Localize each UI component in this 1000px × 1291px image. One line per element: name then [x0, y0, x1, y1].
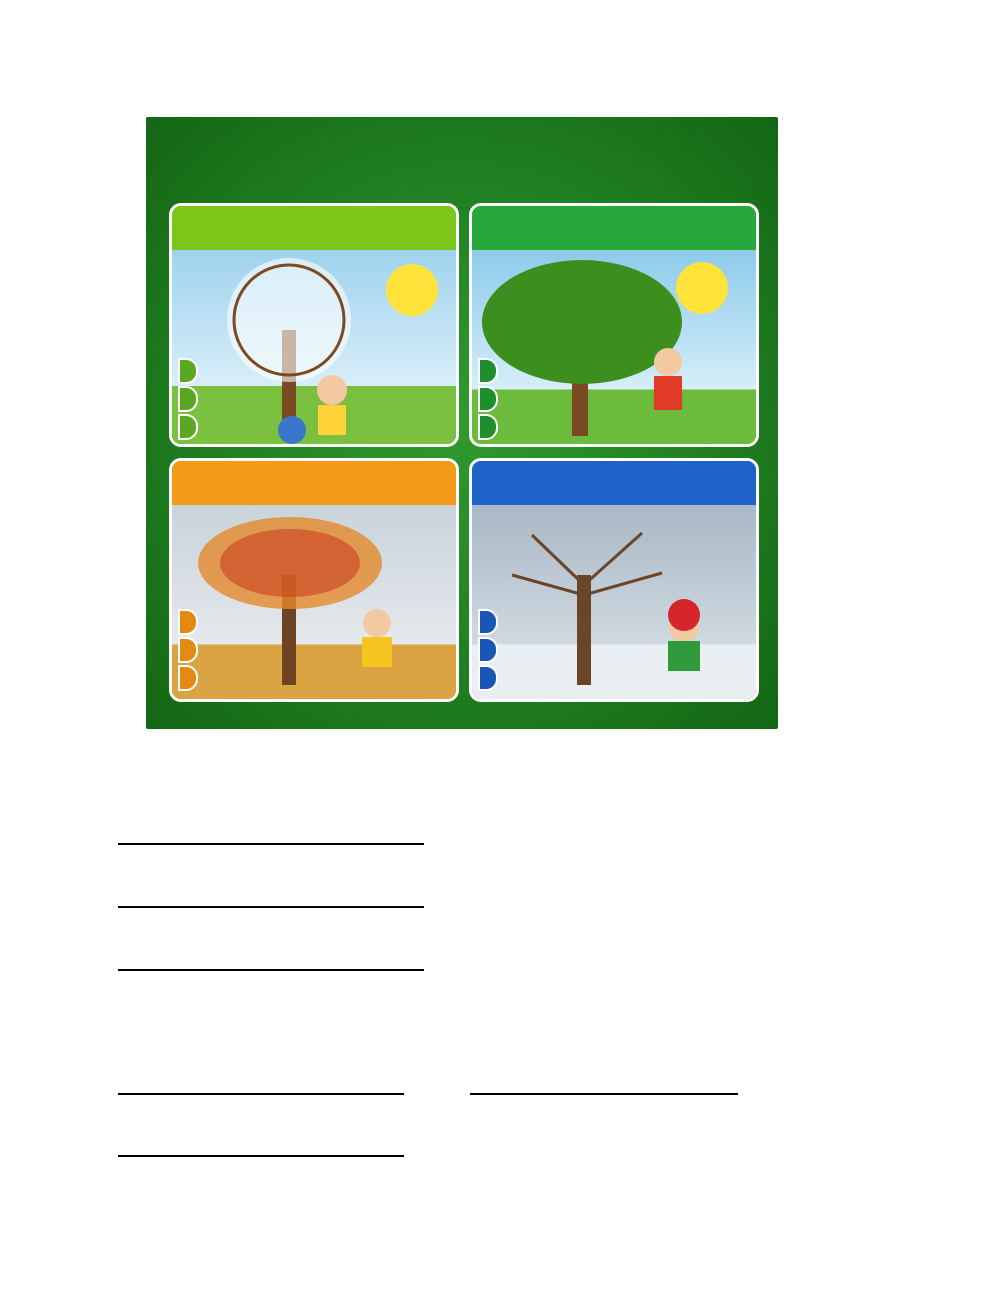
logo-cell-1	[697, 1229, 709, 1238]
autumn-scene	[172, 505, 456, 699]
logo-cell-6	[710, 1250, 722, 1259]
liveworksheets-logo-icon	[697, 1229, 721, 1259]
answer-line-q1-2[interactable]	[118, 906, 424, 908]
seasons-poster	[146, 117, 778, 729]
answer-line-q2-2[interactable]	[470, 1093, 738, 1095]
answer-line-q2-1[interactable]	[118, 1093, 404, 1095]
spring-scene	[172, 250, 456, 444]
panel-winter-title	[472, 461, 756, 505]
logo-cell-4	[710, 1239, 722, 1248]
spring-tree-illustration	[172, 250, 456, 444]
panel-autumn	[169, 458, 459, 702]
answer-line-q1-3[interactable]	[118, 969, 424, 971]
winter-scene	[472, 505, 756, 699]
winter-tree-illustration	[472, 505, 756, 699]
panel-summer	[469, 203, 759, 447]
liveworksheets-brand	[697, 1226, 725, 1262]
answer-line-q1-1[interactable]	[118, 843, 424, 845]
panel-spring-title	[172, 206, 456, 250]
logo-cell-3	[697, 1239, 709, 1248]
autumn-tree-illustration	[172, 505, 456, 699]
answer-line-q2-3[interactable]	[118, 1155, 404, 1157]
logo-cell-2	[710, 1229, 722, 1238]
panel-winter	[469, 458, 759, 702]
summer-scene	[472, 250, 756, 444]
panel-summer-title	[472, 206, 756, 250]
panel-autumn-title	[172, 461, 456, 505]
summer-tree-illustration	[472, 250, 756, 444]
logo-cell-5	[697, 1250, 709, 1259]
panel-spring	[169, 203, 459, 447]
